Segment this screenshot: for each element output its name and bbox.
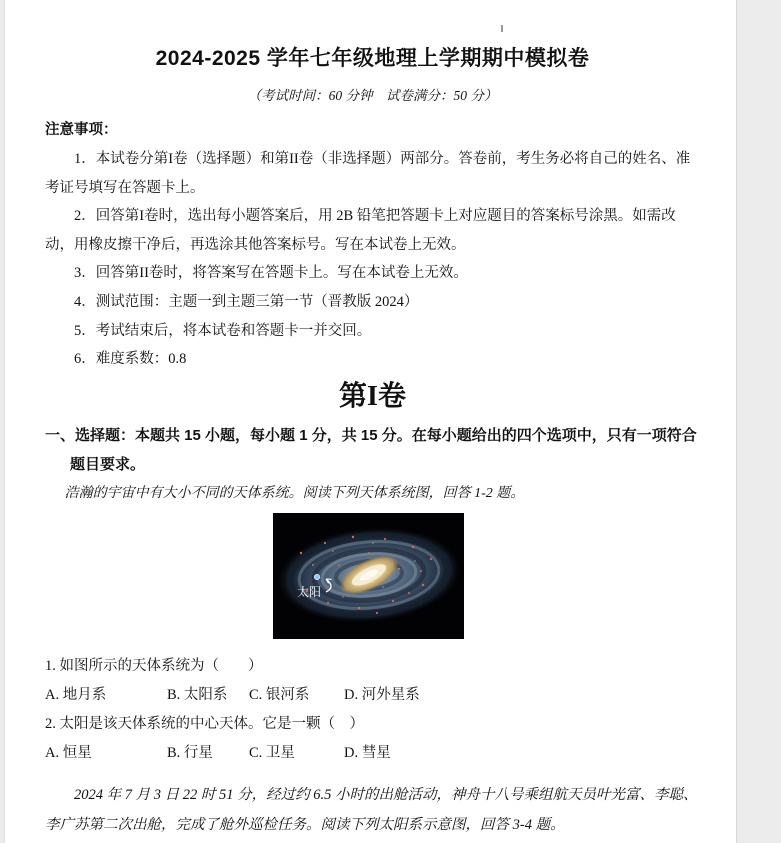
option-1c: C. 银河系 xyxy=(249,686,310,703)
question-1-stem: 1. 如图所示的天体系统为（ ） xyxy=(45,657,263,674)
option-1d: D. 河外星系 xyxy=(344,686,420,703)
question-2-stem: 2. 太阳是该天体系统的中心天体。它是一颗（ ） xyxy=(45,715,364,732)
question-intro-1-2: 浩瀚的宇宙中有大小不同的天体系统。阅读下列天体系统图，回答 1-2 题。 xyxy=(64,485,525,501)
notice-item-6: 6．难度系数：0.8 xyxy=(74,351,187,368)
part1-heading: 第I卷 xyxy=(339,380,406,412)
sun-label: 太阳 xyxy=(297,584,322,599)
question-2-options xyxy=(45,739,700,768)
page-content xyxy=(4,0,737,840)
option-2a: A. 恒星 xyxy=(45,744,92,761)
section1-instruction: 一、选择题：本题共 15 小题，每小题 1 分，共 15 分。在每小题给出的四个选项中，只有一项符合题目要求。 xyxy=(45,426,697,473)
page-title: 2024-2025 学年七年级地理上学期期中模拟卷 xyxy=(155,47,590,70)
milky-way-galaxy-image xyxy=(273,513,464,639)
option-1a: A. 地月系 xyxy=(45,686,107,703)
notice-item-3: 3．回答第II卷时，将答案写在答题卡上。写在本试卷上无效。 xyxy=(74,265,468,282)
exam-paper-page xyxy=(4,0,737,843)
notice-heading: 注意事项： xyxy=(45,122,118,138)
sun-dot-icon xyxy=(314,574,319,579)
notice-item-4: 4．测试范围：主题一到主题三第一节（晋教版 2024） xyxy=(74,293,419,310)
passage-q3-4: 2024 年 7 月 3 日 22 时 51 分，经过约 6.5 小时的出舱活动，神舟十八号乘组航天员叶光富、李聪、李广苏第二次出舱，完成了舱外巡检任务。阅读下列太阳系示意图，回答 3-4 题。 xyxy=(45,786,698,833)
option-2b: B. 行星 xyxy=(167,744,213,761)
exam-meta: （考试时间：60 分钟 试卷满分：50 分） xyxy=(247,88,498,103)
notice-item-5: 5．考试结束后，将本试卷和答题卡一并交回。 xyxy=(74,322,372,339)
option-1b: B. 太阳系 xyxy=(167,686,228,703)
question-1-options xyxy=(45,681,700,710)
option-2d: D. 彗星 xyxy=(344,744,391,761)
galaxy-figure xyxy=(273,513,464,639)
notice-item-2: 2．回答第I卷时，选出每小题答案后，用 2B 铅笔把答题卡上对应题目的答案标号涂黑。如需改动，用橡皮擦干净后，再选涂其他答案标号。写在本试卷上无效。 xyxy=(45,208,676,253)
notice-item-1: 1．本试卷分第I卷（选择题）和第II卷（非选择题）两部分。答卷前，考生务必将自己的姓名、准考证号填写在答题卡上。 xyxy=(45,151,691,196)
option-2c: C. 卫星 xyxy=(249,744,295,761)
stray-mark xyxy=(501,25,503,32)
